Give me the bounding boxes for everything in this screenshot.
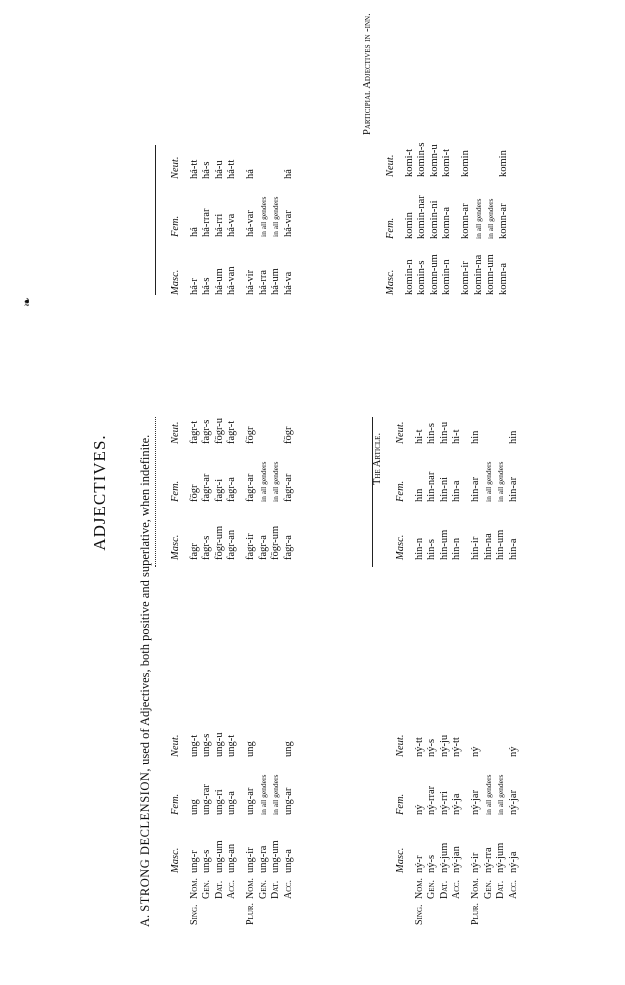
header-neut: Neut. — [385, 154, 396, 177]
form-cell — [258, 386, 271, 444]
form-cell: fögr — [244, 426, 256, 444]
form-cell: fagr — [188, 543, 200, 560]
gender-note: in all genders — [486, 198, 496, 239]
header-masc: Masc. — [170, 847, 181, 873]
form-cell: ung-a — [282, 849, 294, 873]
subtitle-rest: used of Adjectives, both positive and superlative, when indefinite. — [138, 434, 152, 765]
case-label: Dat. — [213, 880, 225, 899]
form-cell: komin — [459, 150, 471, 177]
form-cell: ung-ri — [213, 789, 225, 815]
form-cell: ný-tt — [413, 737, 425, 757]
form-cell: hin-nar — [426, 471, 438, 502]
form-cell — [485, 119, 498, 177]
form-cell: komn-um — [485, 254, 497, 295]
form-cell: fagr-t — [226, 420, 238, 444]
form-cell: fagr-ar — [201, 473, 213, 502]
case-label: Dat. — [438, 880, 450, 899]
form-cell: hin — [469, 430, 481, 444]
form-cell — [483, 699, 496, 757]
form-cell: há-rri — [213, 213, 225, 237]
header-neut: Neut. — [395, 421, 406, 444]
form-cell — [258, 121, 271, 179]
form-cell: há-rrar — [201, 208, 213, 237]
form-cell: fögr-u — [213, 417, 225, 444]
block-fagr — [170, 386, 295, 560]
form-cell: hin-s — [426, 539, 438, 560]
form-cell — [258, 699, 271, 757]
header-masc: Masc. — [395, 847, 406, 873]
form-cell: hin-n — [451, 537, 463, 560]
form-cell: ný-ja — [507, 851, 519, 873]
form-cell: há-va — [282, 271, 294, 295]
form-cell: há-um — [270, 268, 282, 295]
case-label: Nom. — [413, 877, 425, 899]
block-participial — [385, 119, 510, 295]
block-har — [170, 121, 295, 295]
block-article — [395, 386, 520, 560]
declension-table — [395, 699, 520, 925]
form-cell: ný-r — [413, 855, 425, 873]
header-fem: Fem. — [170, 793, 181, 815]
declension-table — [170, 386, 295, 560]
form-cell: ung-t — [188, 734, 200, 757]
caption-article: The Article. — [372, 432, 383, 485]
gender-note: in all genders — [483, 461, 493, 502]
form-cell — [495, 386, 508, 444]
form-cell: fögr-um — [213, 525, 225, 560]
form-cell: komin-s — [416, 260, 428, 295]
form-cell: hin-ir — [469, 536, 481, 560]
form-cell: há-s — [201, 277, 213, 295]
form-cell — [483, 386, 496, 444]
form-cell: ný-ju — [438, 734, 450, 757]
form-cell: ung-u — [213, 732, 225, 757]
form-cell: há-rra — [257, 269, 269, 295]
header-neut: Neut. — [170, 156, 181, 179]
header-masc: Masc. — [385, 269, 396, 295]
declension-table — [170, 121, 295, 295]
form-cell: hin-ar — [507, 476, 519, 502]
gender-note: in all genders — [496, 774, 506, 815]
form-cell: há-va — [226, 213, 238, 237]
ornament-mark: ❧ — [20, 296, 34, 307]
header-fem: Fem. — [395, 480, 406, 502]
form-cell: ung-an — [226, 843, 238, 873]
form-cell — [270, 699, 283, 757]
form-cell: ný-jan — [451, 846, 463, 873]
declension-table — [170, 699, 295, 925]
header-neut: Neut. — [395, 734, 406, 757]
form-cell: fagr-a — [282, 535, 294, 560]
form-cell: hin-a — [451, 480, 463, 502]
form-cell: há — [244, 169, 256, 179]
case-label: Dat. — [495, 880, 507, 899]
form-cell: fagr-an — [226, 529, 238, 560]
form-cell: ný — [469, 746, 481, 757]
form-cell: komn-ar — [497, 203, 509, 239]
form-cell: ung-r — [188, 850, 200, 873]
form-cell: komin-nar — [416, 195, 428, 239]
form-cell: ný-tt — [451, 737, 463, 757]
header-fem: Fem. — [385, 217, 396, 239]
case-label: Acc. — [282, 879, 294, 899]
form-cell: há-vir — [244, 269, 256, 295]
form-cell: fagr-a — [226, 477, 238, 502]
form-cell: ung-um — [270, 840, 282, 873]
form-cell: ný-rrar — [426, 785, 438, 815]
form-cell: ung-a — [226, 791, 238, 815]
form-cell: komin — [497, 150, 509, 177]
form-cell: ný — [413, 804, 425, 815]
gender-note: in all genders — [496, 461, 506, 502]
gender-note: in all genders — [271, 461, 281, 502]
form-cell: há-van — [226, 266, 238, 295]
form-cell: ný-rra — [482, 847, 494, 873]
form-cell: komin-n — [441, 259, 453, 295]
form-cell: ný — [507, 746, 519, 757]
gender-note: in all genders — [483, 774, 493, 815]
form-cell: ný-ir — [469, 852, 481, 873]
declension-table — [395, 386, 520, 560]
header-masc: Masc. — [170, 269, 181, 295]
form-cell: há-um — [213, 268, 225, 295]
header-masc: Masc. — [395, 534, 406, 560]
form-cell: fagr-t — [188, 420, 200, 444]
number-label: Sing. — [188, 904, 200, 925]
number-label: Sing. — [413, 904, 425, 925]
form-cell: ný-rri — [438, 791, 450, 815]
header-neut: Neut. — [170, 421, 181, 444]
dotted-rule — [155, 417, 156, 567]
form-cell: hin-na — [482, 533, 494, 560]
number-label: Plur. — [469, 902, 481, 925]
case-label: Gen. — [426, 879, 438, 899]
header-fem: Fem. — [170, 480, 181, 502]
form-cell — [495, 699, 508, 757]
form-cell: ung-ar — [244, 787, 256, 815]
form-cell: há — [188, 227, 200, 237]
form-cell: ung-ra — [257, 845, 269, 873]
gender-note: in all genders — [258, 774, 268, 815]
form-cell: fagr-ar — [244, 473, 256, 502]
gender-note: in all genders — [271, 774, 281, 815]
form-cell: komn-um — [428, 254, 440, 295]
block-ungr — [170, 699, 295, 925]
form-cell: hin-ar — [469, 476, 481, 502]
form-cell: ung-s — [201, 849, 213, 873]
form-cell: komin — [403, 212, 415, 239]
case-label: Nom. — [244, 877, 256, 899]
form-cell: komin-n — [403, 259, 415, 295]
form-cell: há-var — [244, 210, 256, 237]
subtitle — [138, 435, 153, 927]
gender-note: in all genders — [271, 196, 281, 237]
form-cell: hin-ni — [438, 476, 450, 502]
case-label: Gen. — [482, 879, 494, 899]
form-cell: há-r — [188, 278, 200, 295]
gender-note: in all genders — [473, 198, 483, 239]
case-label: Acc. — [451, 879, 463, 899]
form-cell: hi-t — [413, 429, 425, 444]
solid-rule — [155, 145, 156, 295]
case-label: Nom. — [188, 877, 200, 899]
form-cell: ný-jum — [438, 842, 450, 873]
form-cell: komn-a — [497, 262, 509, 295]
case-label: Acc. — [226, 879, 238, 899]
form-cell: ný-s — [426, 854, 438, 873]
form-cell: há-u — [213, 160, 225, 179]
form-cell: komn-u — [428, 144, 440, 177]
form-cell: fagr-s — [201, 535, 213, 560]
form-cell: komi-t — [403, 149, 415, 177]
form-cell: hin-um — [495, 529, 507, 560]
caption-participial: Participial Adjectives in -inn. — [362, 13, 373, 135]
form-cell — [270, 386, 283, 444]
form-cell: hin-u — [438, 421, 450, 444]
form-cell: fögr — [188, 484, 200, 502]
form-cell: ný-jar — [469, 789, 481, 815]
form-cell: fagr-a — [257, 535, 269, 560]
form-cell: há — [282, 169, 294, 179]
form-cell: komn-ir — [459, 261, 471, 295]
form-cell: ný-jum — [495, 842, 507, 873]
form-cell: komin-s — [416, 142, 428, 177]
form-cell: fögr-um — [270, 525, 282, 560]
form-cell: ung-ar — [282, 787, 294, 815]
form-cell: ung — [282, 741, 294, 757]
form-cell: ung — [244, 741, 256, 757]
form-cell: ný-jar — [507, 789, 519, 815]
form-cell: hin-um — [438, 529, 450, 560]
form-cell: komin-na — [472, 254, 484, 295]
header-fem: Fem. — [395, 793, 406, 815]
form-cell: ný-ja — [451, 793, 463, 815]
form-cell: komi-t — [441, 149, 453, 177]
form-cell — [270, 121, 283, 179]
form-cell: há-var — [282, 210, 294, 237]
block-nyr — [395, 699, 520, 925]
case-label: Dat. — [270, 880, 282, 899]
declension-table — [385, 119, 510, 295]
form-cell: ung-rar — [201, 784, 213, 815]
form-cell: ung — [188, 799, 200, 815]
form-cell: ung-um — [213, 840, 225, 873]
form-cell: komn-ar — [459, 203, 471, 239]
form-cell: komin-ni — [428, 200, 440, 239]
form-cell: ung-ir — [244, 847, 256, 873]
form-cell: ný-s — [426, 738, 438, 757]
form-cell: há-tt — [188, 159, 200, 179]
form-cell: fögr — [282, 426, 294, 444]
header-neut: Neut. — [170, 734, 181, 757]
subtitle-prefix: A. — [138, 914, 152, 927]
case-label: Gen. — [201, 879, 213, 899]
form-cell: ung-s — [201, 733, 213, 757]
form-cell: fagr-ir — [244, 533, 256, 560]
form-cell: fagr-i — [213, 478, 225, 502]
header-fem: Fem. — [170, 215, 181, 237]
form-cell: fagr-ar — [282, 473, 294, 502]
form-cell: hin-n — [413, 537, 425, 560]
form-cell: hi-t — [451, 429, 463, 444]
form-cell: fagr-s — [201, 419, 213, 444]
form-cell: hin — [507, 430, 519, 444]
case-label: Acc. — [507, 879, 519, 899]
form-cell: há-tt — [226, 159, 238, 179]
case-label: Gen. — [257, 879, 269, 899]
page-title: ADJECTIVES. — [90, 434, 109, 551]
form-cell: hin-s — [426, 423, 438, 444]
gender-note: in all genders — [258, 461, 268, 502]
form-cell: hin — [413, 488, 425, 502]
number-label: Plur. — [244, 902, 256, 925]
subtitle-name: STRONG DECLENSION, — [138, 767, 152, 912]
header-masc: Masc. — [170, 534, 181, 560]
form-cell: hin-a — [507, 538, 519, 560]
case-label: Nom. — [469, 877, 481, 899]
gender-note: in all genders — [258, 196, 268, 237]
form-cell: ung-t — [226, 734, 238, 757]
form-cell: komn-a — [441, 206, 453, 239]
form-cell: há-s — [201, 161, 213, 179]
form-cell — [473, 119, 486, 177]
